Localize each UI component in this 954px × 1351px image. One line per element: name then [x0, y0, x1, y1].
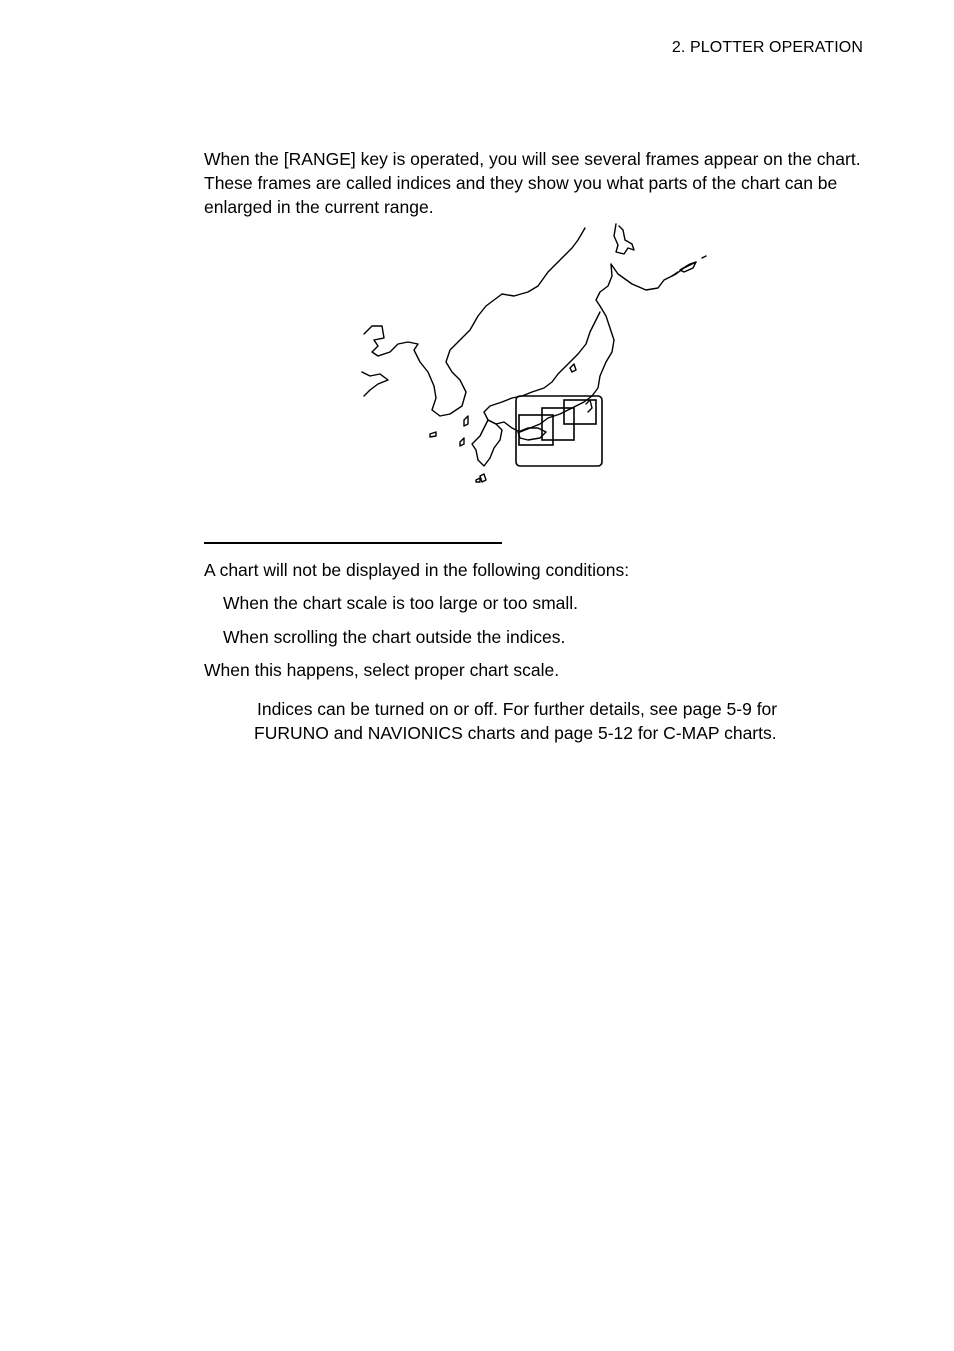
continent-west-coastline — [362, 372, 388, 396]
izu-peninsula — [586, 400, 592, 412]
honshu-coastline — [484, 306, 614, 432]
section-divider — [204, 542, 502, 544]
condition-item: When scrolling the chart outside the indices. — [223, 627, 566, 647]
note-line-1: Indices can be turned on or off. For further details, see page 5-9 for — [257, 699, 778, 719]
mainland-coastline — [364, 228, 585, 416]
index-frame-large — [516, 396, 602, 466]
condition-item: When the chart scale is too large or too small. — [223, 593, 579, 613]
kyushu-coastline — [472, 420, 502, 466]
yakushima-island — [476, 478, 480, 482]
intro-paragraph: When the [RANGE] key is operated, you will see several frames appear on the chart. These frames are called indices and they show you what parts of the chart can be enlarged in the current range. — [204, 149, 861, 217]
conditions-lead: A chart will not be displayed in the following conditions: — [204, 560, 630, 580]
sado-island — [570, 364, 576, 372]
tsushima-island — [464, 416, 468, 426]
jeju-island — [430, 432, 436, 437]
tanegashima-island — [480, 474, 486, 482]
note-paragraph — [254, 697, 814, 745]
goto-islands — [460, 438, 464, 446]
hokkaido-coastline — [614, 224, 634, 254]
conditions-resolution: When this happens, select proper chart scale. — [204, 660, 560, 680]
japan-chart-illustration — [355, 222, 715, 487]
section-header: 2. PLOTTER OPERATION — [671, 39, 863, 56]
note-line-2: FURUNO and NAVIONICS charts and page 5-12 for C-MAP charts. — [254, 723, 777, 743]
